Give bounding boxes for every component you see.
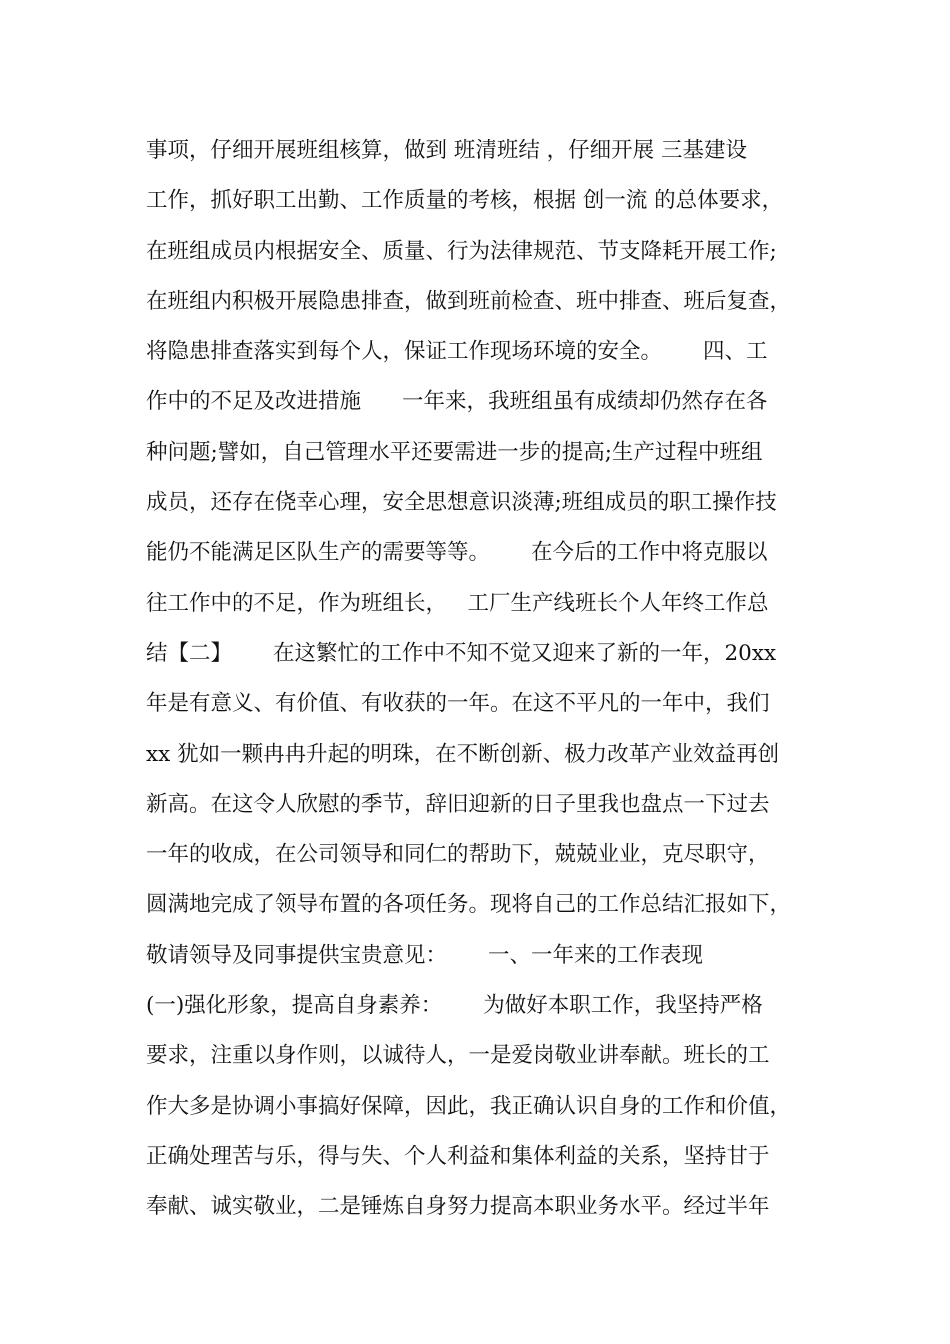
text-line-11: 结【二】 在这繁忙的工作中不知不觉又迎来了新的一年，20xx <box>146 640 777 666</box>
text-line-13: xx 犹如一颗冉冉升起的明珠，在不断创新、极力改革产业效益再创 <box>146 741 780 767</box>
text-line-6: 作中的不足及改进措施 一年来，我班组虽有成绩却仍然存在各 <box>146 389 768 415</box>
text-line-17: 敬请领导及同事提供宝贵意见： 一、一年来的工作表现 <box>146 942 704 968</box>
text-line-3: 在班组成员内根据安全、质量、行为法律规范、节支降耗开展工作; <box>146 238 777 264</box>
text-line-4: 在班组内积极开展隐患排查，做到班前检查、班中排查、班后复查， <box>146 288 792 314</box>
text-line-2: 工作，抓好职工出勤、工作质量的考核，根据 创一流 的总体要求， <box>146 188 784 214</box>
text-line-10: 往工作中的不足，作为班组长， 工厂生产线班长个人年终工作总 <box>146 590 769 616</box>
text-line-18: (一)强化形象，提高自身素养： 为做好本职工作，我坚持严格 <box>146 993 763 1019</box>
text-line-7: 种问题;譬如，自己管理水平还要需进一步的提高;生产过程中班组 <box>146 439 763 465</box>
text-line-21: 正确处理苦与乐，得与失、个人利益和集体利益的关系，坚持甘于 <box>146 1143 770 1169</box>
text-line-19: 要求，注重以身作则，以诚待人，一是爱岗敬业讲奉献。班长的工 <box>146 1043 770 1069</box>
text-line-22: 奉献、诚实敬业，二是锤炼自身努力提高本职业务水平。经过半年 <box>146 1194 770 1220</box>
text-line-1: 事项，仔细开展班组核算，做到 班清班结 ，仔细开展 三基建设 <box>146 138 748 163</box>
text-line-20: 作大多是协调小事搞好保障，因此，我正确认识自身的工作和价值， <box>146 1093 792 1119</box>
text-line-15: 一年的收成，在公司领导和同仁的帮助下，兢兢业业，克尽职守， <box>146 842 770 868</box>
text-line-14: 新高。在这令人欣慰的季节，辞旧迎新的日子里我也盘点一下过去 <box>146 791 770 817</box>
body-text <box>146 126 836 1233</box>
text-line-12: 年是有意义、有价值、有收获的一年。在这不平凡的一年中，我们 <box>146 691 770 717</box>
text-line-8: 成员，还存在侥幸心理，安全思想意识淡薄;班组成员的职工操作技 <box>146 490 777 516</box>
text-line-16: 圆满地完成了领导布置的各项任务。现将自己的工作总结汇报如下， <box>146 892 792 918</box>
text-line-5: 将隐患排查落实到每个人，保证工作现场环境的安全。 四、工 <box>146 339 768 365</box>
text-line-9: 能仍不能满足区队生产的需要等等。 在今后的工作中将克服以 <box>146 540 768 566</box>
